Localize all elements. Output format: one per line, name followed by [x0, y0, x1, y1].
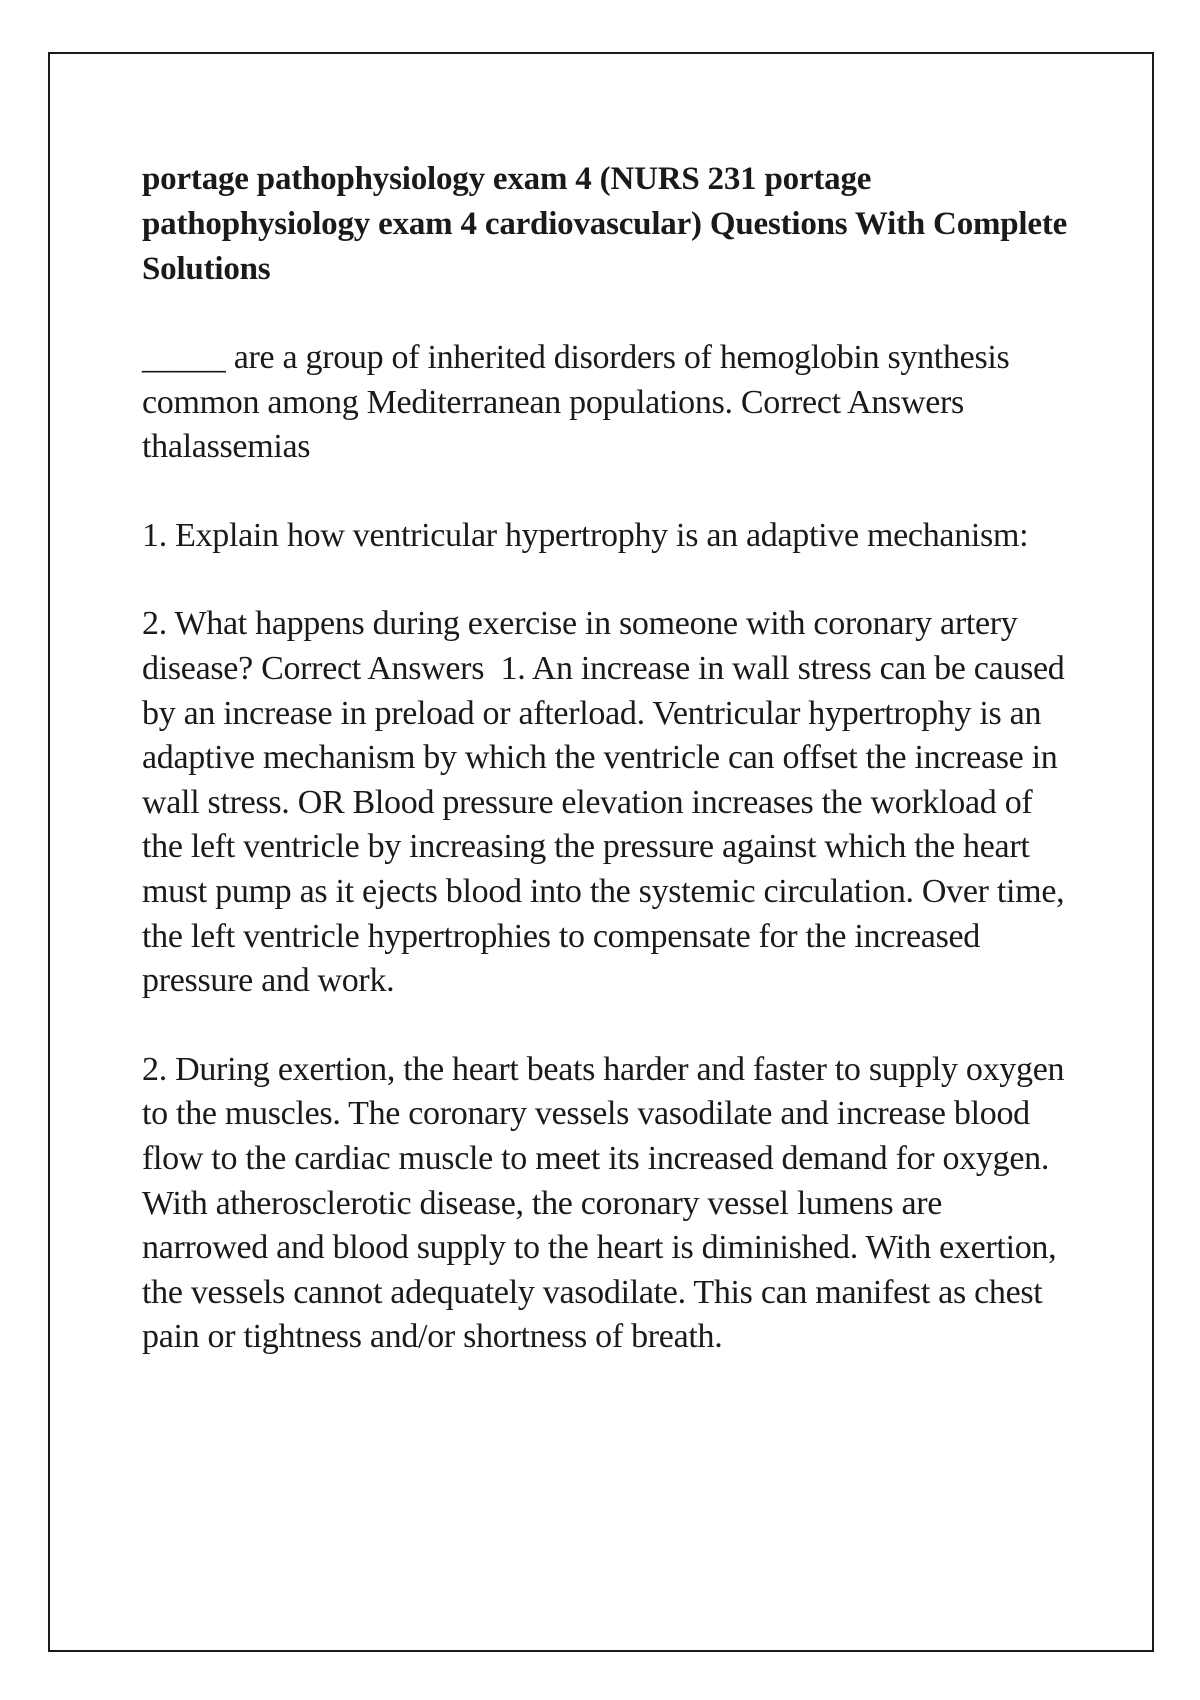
- document-title: portage pathophysiology exam 4 (NURS 231 portage pathophysiology exam 4 cardiovascular) Questions With Complete Solutions: [142, 161, 1068, 287]
- answer-exertion: 2. During exertion, the heart beats harder and faster to supply oxygen to the muscles. The coronary vessels vasodilate and increase blood flow to the cardiac muscle to meet its increased demand for oxygen. With atherosclerotic disease, the coronary vessel lumens are narrowed and blood supply to the heart is diminished. With exertion, the vessels cannot adequately vasodilate. This can manifest as chest pain or tightness and/or shortness of breath.: [142, 1050, 1073, 1356]
- question-ventricular-hypertrophy: 1. Explain how ventricular hypertrophy is an adaptive mechanism:: [142, 516, 1029, 554]
- document-body: [142, 157, 1072, 1360]
- question-thalassemias: _____ are a group of inherited disorders of hemoglobin synthesis common among Mediterranean populations. Correct Answers thalassemias: [142, 339, 1018, 466]
- question-coronary-artery-disease: 2. What happens during exercise in someone with coronary artery disease? Correct Answers 1. An increase in wall stress can be caused by an increase in preload or afterload. Ventricular hypertrophy is an adaptive mechanism by which the ventricle can offset the increase in wall stress. OR Blood pressure elevation increases the workload of the left ventricle by increasing the pressure against which the heart must pump as it ejects blood into the systemic circulation. Over time, the left ventricle hypertrophies to compensate for the increased pressure and work.: [142, 605, 1073, 1000]
